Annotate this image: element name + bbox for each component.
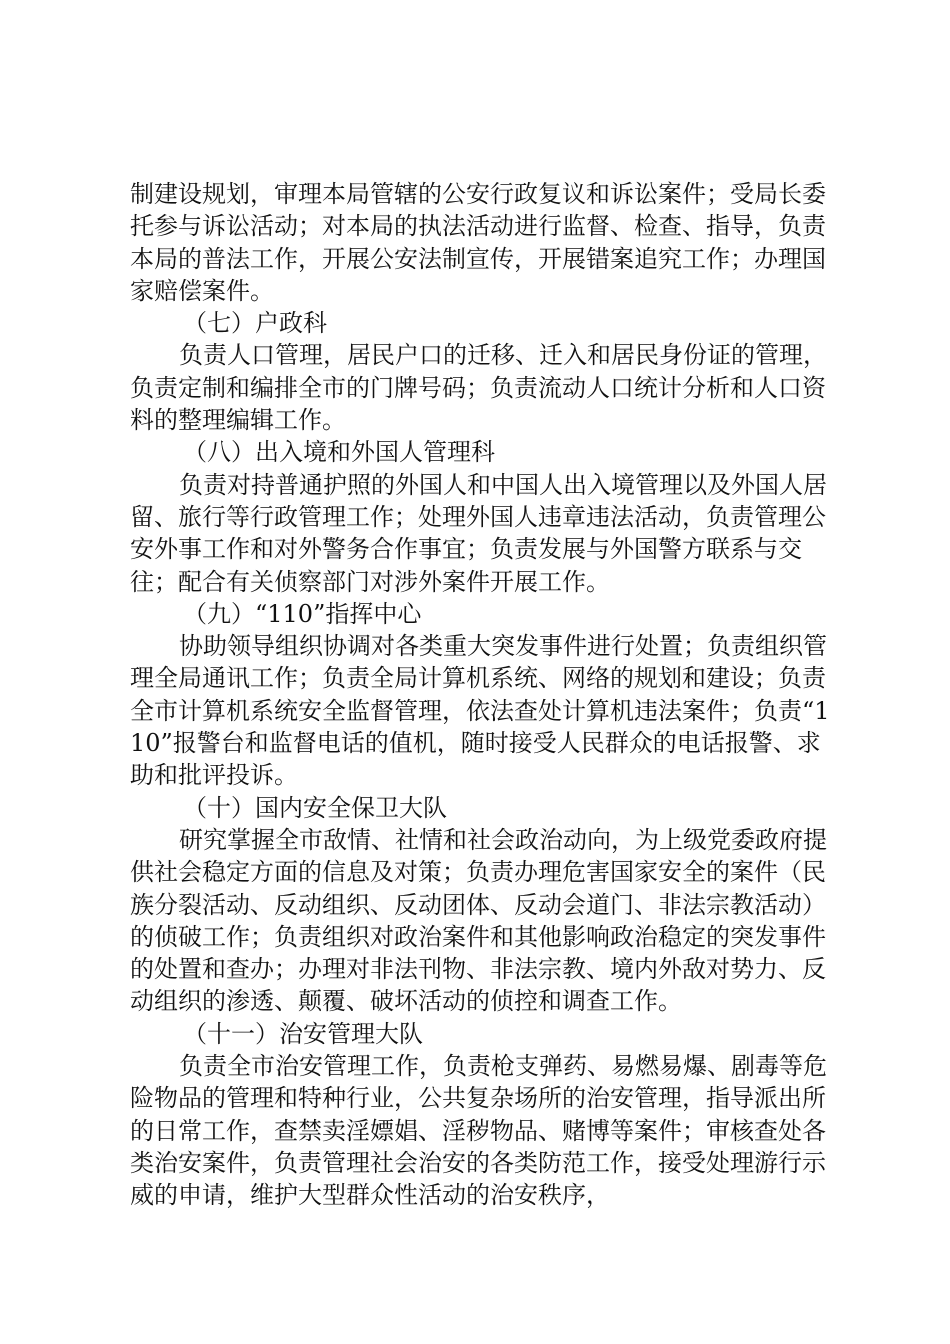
paragraph-110-command-center: 协助领导组织协调对各类重大突发事件进行处置；负责组织管理全局通讯工作；负责全局计算机系统、网络的规划和建设；负责全市计算机系统安全监督管理，依法查处计算机违法案件；负责“110”报警台和监督电话的值机，随时接受人民群众的电话报警、求助和批评投诉。 [130, 632, 830, 790]
section-heading-domestic-security: （十）国内安全保卫大队 [183, 793, 447, 822]
section-heading-household-registration: （七）户政科 [183, 309, 327, 338]
paragraph-household-registration: 负责人口管理，居民户口的迁移、迁入和居民身份证的管理，负责定制和编排全市的门牌号码；负责流动人口统计分析和人口资料的整理编辑工作。 [130, 341, 827, 435]
paragraph-domestic-security: 研究掌握全市敌情、社情和社会政治动向，为上级党委政府提供社会稳定方面的信息及对策；负责办理危害国家安全的案件（民族分裂活动、反动组织、反动团体、反动会道门、非法宗教活动）的侦破工作；负责组织对政治案件和其他影响政治稳定的突发事件的处置和查办；办理对非法刊物、非法宗教、境内外敌对势力、反动组织的渗透、颠覆、破坏活动的侦控和调查工作。 [130, 825, 827, 1016]
section-heading-exit-entry: （八）出入境和外国人管理科 [183, 438, 495, 467]
paragraph-exit-entry: 负责对持普通护照的外国人和中国人出入境管理以及外国人居留、旅行等行政管理工作；处理外国人违章违法活动，负责管理公安外事工作和对外警务合作事宜；负责发展与外国警方联系与交往；配合有关侦察部门对涉外案件开展工作。 [130, 470, 827, 596]
section-heading-public-order: （十一）治安管理大队 [183, 1019, 423, 1048]
paragraph-legal-duties-continued: 制建设规划，审理本局管辖的公安行政复议和诉讼案件；受局长委托参与诉讼活动；对本局的执法活动进行监督、检查、指导，负责本局的普法工作，开展公安法制宣传，开展错案追究工作；办理国家赔偿案件。 [130, 180, 826, 305]
paragraph-public-order: 负责全市治安管理工作，负责枪支弹药、易燃易爆、剧毒等危险物品的管理和特种行业，公共复杂场所的治安管理，指导派出所的日常工作，查禁卖淫嫖娼、淫秽物品、赌博等案件；审核查处各类治安案件，负责管理社会治安的各类防范工作，接受处理游行示威的申请，维护大型群众性活动的治安秩序， [130, 1052, 827, 1210]
document-body [130, 178, 830, 1212]
section-heading-110-command-center: （九）“110”指挥中心 [183, 599, 422, 628]
